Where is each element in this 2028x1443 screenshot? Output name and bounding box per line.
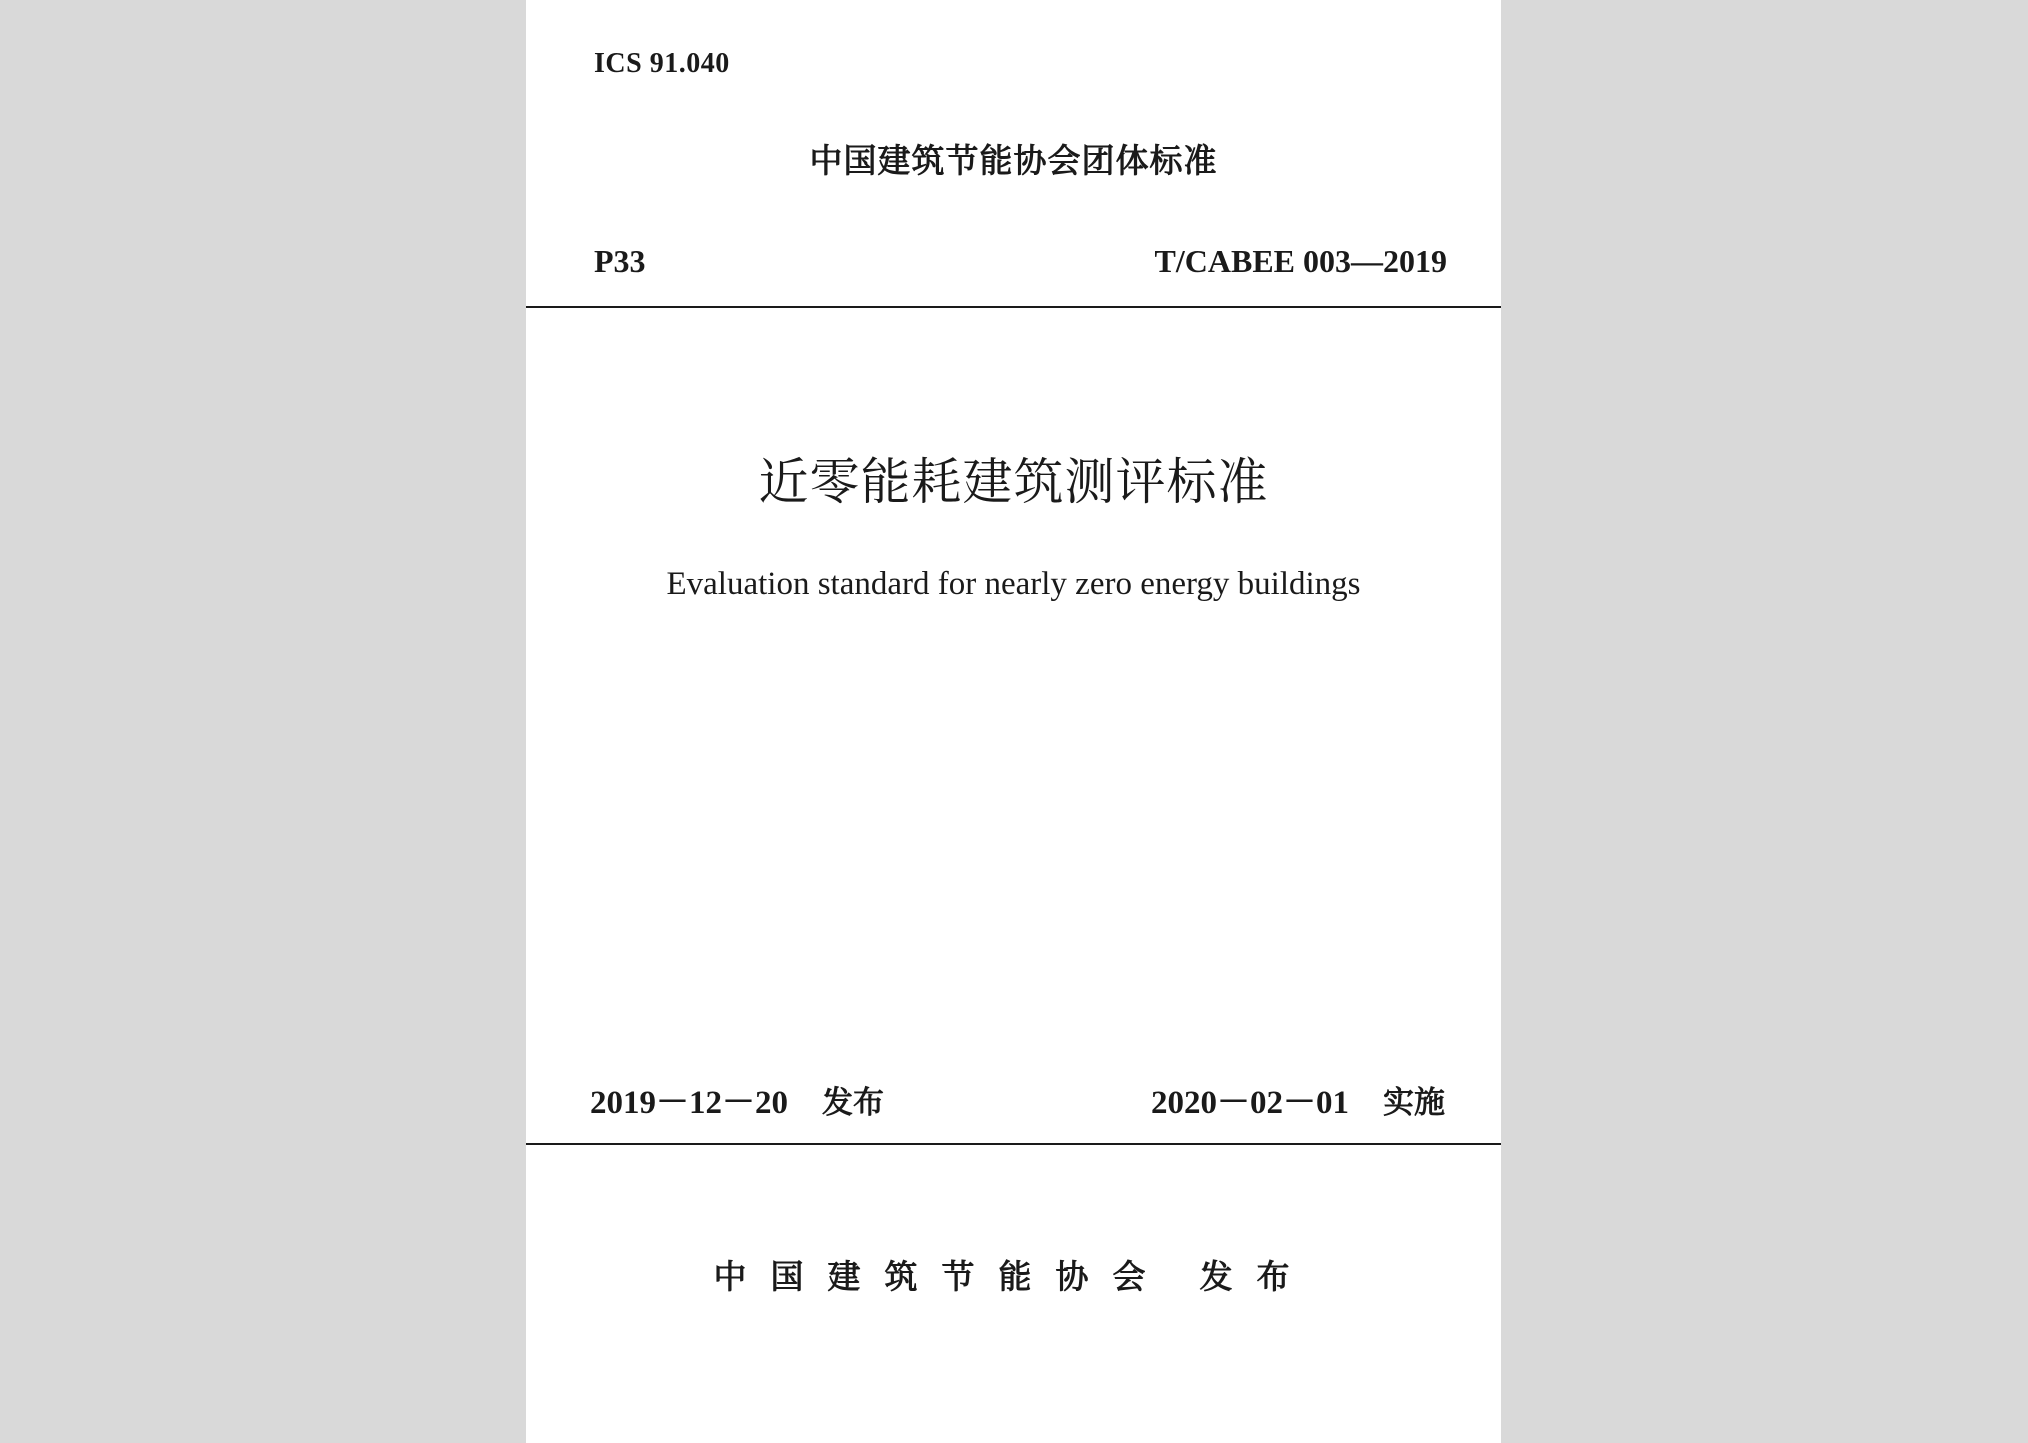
issue-label: 发布 [822, 1085, 884, 1121]
bottom-divider [526, 1143, 1501, 1145]
title-english: Evaluation standard for nearly zero energy buildings [666, 566, 1361, 602]
top-divider [526, 306, 1501, 308]
org-standard-heading: 中国建筑节能协会团体标准 [809, 141, 1218, 180]
publisher-line [526, 1251, 1501, 1298]
implement-date-row [1151, 1076, 1445, 1123]
title-chinese: 近零能耗建筑测评标准 [758, 453, 1269, 511]
issue-date-row [590, 1076, 884, 1123]
document-cover [526, 0, 1501, 1443]
implement-label: 实施 [1383, 1085, 1445, 1121]
implement-date: 2020－02－01 [1151, 1085, 1349, 1121]
publisher-name: 中国建筑节能协会 [713, 1257, 1170, 1296]
ics-code: ICS 91.040 [594, 48, 730, 79]
standard-number: T/CABEE 003—2019 [1154, 243, 1447, 279]
publisher-verb: 发布 [1199, 1257, 1314, 1296]
classification-code: P33 [594, 243, 646, 279]
issue-date: 2019－12－20 [590, 1085, 788, 1121]
